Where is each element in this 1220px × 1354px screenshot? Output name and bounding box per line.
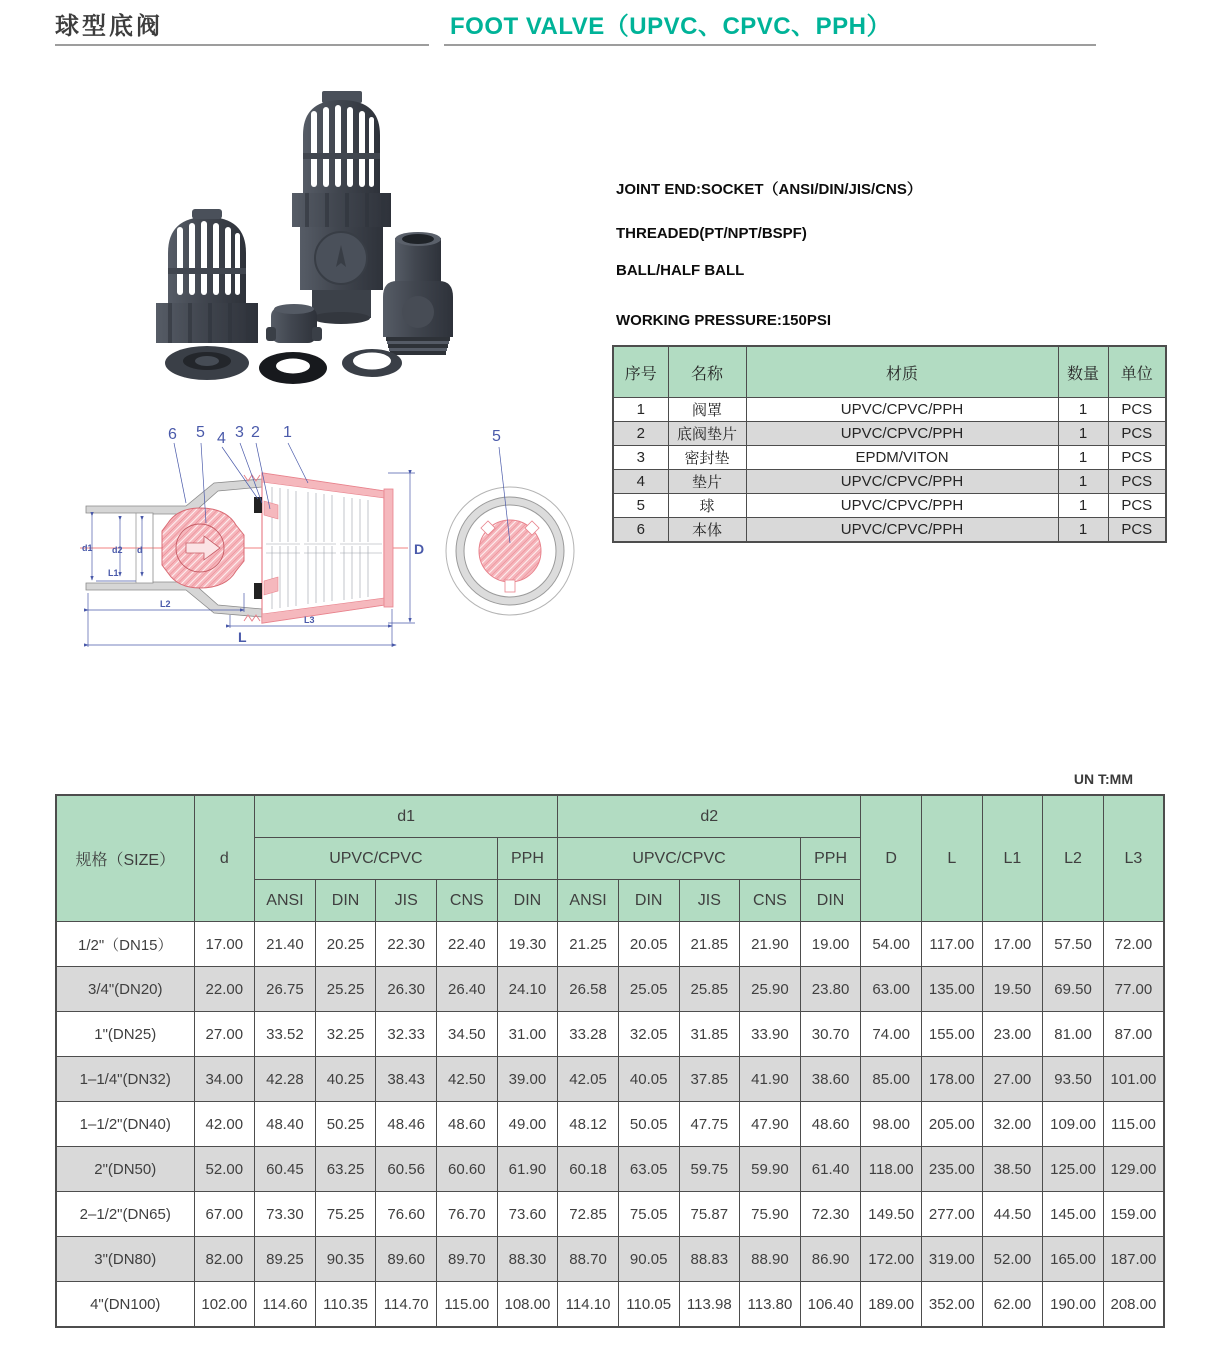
table-cell: 73.30 (255, 1192, 316, 1237)
table-cell: 113.80 (740, 1282, 801, 1328)
table-cell: 48.60 (800, 1102, 861, 1147)
table-cell: 87.00 (1103, 1012, 1164, 1057)
dim-label-L2: L2 (160, 599, 171, 609)
table-cell: 1–1/4"(DN32) (56, 1057, 194, 1102)
table-cell: 3 (613, 446, 668, 470)
table-cell: 89.60 (376, 1237, 437, 1282)
table-cell: 50.05 (618, 1102, 679, 1147)
table-cell: 190.00 (1043, 1282, 1104, 1328)
table-cell: 38.60 (800, 1057, 861, 1102)
table-cell: 20.05 (618, 922, 679, 967)
spec-threaded: THREADED(PT/NPT/BSPF) (616, 225, 807, 242)
table-cell: 90.05 (618, 1237, 679, 1282)
table-cell: 52.00 (194, 1147, 255, 1192)
table-cell: 88.70 (558, 1237, 619, 1282)
table-cell: 垫片 (668, 470, 746, 494)
table-cell: 30.70 (800, 1012, 861, 1057)
table-cell: 48.40 (255, 1102, 316, 1147)
table-row (613, 518, 1166, 543)
table-cell: 61.90 (497, 1147, 558, 1192)
table-cell: 4"(DN100) (56, 1282, 194, 1328)
col-header-d2-din: DIN (618, 880, 679, 922)
col-header-d2-jis: JIS (679, 880, 740, 922)
spec-joint-end: JOINT END:SOCKET（ANSI/DIN/JIS/CNS） (616, 181, 922, 198)
table-cell: 26.30 (376, 967, 437, 1012)
col-header-d2-pph-din: DIN (800, 880, 861, 922)
table-cell: 88.90 (740, 1237, 801, 1282)
col-header-d1-cns: CNS (437, 880, 498, 922)
table-cell: 19.30 (497, 922, 558, 967)
table-cell: 113.98 (679, 1282, 740, 1328)
table-row (56, 1192, 1164, 1237)
table-row (56, 967, 1164, 1012)
col-header-L: L (922, 795, 983, 922)
valve-cap (266, 304, 322, 343)
table-cell: 48.12 (558, 1102, 619, 1147)
table-cell: 52.00 (982, 1237, 1043, 1282)
table-cell: 27.00 (194, 1012, 255, 1057)
table-cell: 114.70 (376, 1282, 437, 1328)
gasket-black (259, 352, 327, 384)
table-cell: 22.40 (437, 922, 498, 967)
table-cell: 1 (1058, 494, 1108, 518)
table-cell: 1 (1058, 470, 1108, 494)
table-cell: PCS (1108, 446, 1166, 470)
table-cell: 25.05 (618, 967, 679, 1012)
table-cell: PCS (1108, 422, 1166, 446)
table-cell: 25.90 (740, 967, 801, 1012)
table-cell: 135.00 (922, 967, 983, 1012)
table-row (56, 922, 1164, 967)
spec-working-pressure: WORKING PRESSURE:150PSI (616, 312, 832, 329)
table-cell: PCS (1108, 494, 1166, 518)
table-cell: 21.40 (255, 922, 316, 967)
table-cell: 19.00 (800, 922, 861, 967)
table-cell: 74.00 (861, 1012, 922, 1057)
table-cell: 2–1/2"(DN65) (56, 1192, 194, 1237)
table-cell: 59.75 (679, 1147, 740, 1192)
table-cell: 1 (1058, 446, 1108, 470)
table-cell: 277.00 (922, 1192, 983, 1237)
table-cell: 98.00 (861, 1102, 922, 1147)
table-cell: 60.18 (558, 1147, 619, 1192)
dim-label-d2: d2 (112, 545, 123, 555)
header-divider-right (444, 44, 1096, 46)
table-cell: 22.30 (376, 922, 437, 967)
table-cell: 88.30 (497, 1237, 558, 1282)
col-header-d1-din: DIN (315, 880, 376, 922)
table-cell: 75.25 (315, 1192, 376, 1237)
col-header-name: 名称 (668, 346, 746, 398)
table-cell: 75.87 (679, 1192, 740, 1237)
col-header-d1-ansi: ANSI (255, 880, 316, 922)
table-cell: 76.60 (376, 1192, 437, 1237)
table-cell: 25.25 (315, 967, 376, 1012)
col-header-d1-upvc-cpvc: UPVC/CPVC (255, 838, 498, 880)
table-cell: 75.05 (618, 1192, 679, 1237)
callout-6: 6 (168, 426, 177, 443)
table-cell: 90.35 (315, 1237, 376, 1282)
table-cell: 129.00 (1103, 1147, 1164, 1192)
table-row (613, 422, 1166, 446)
table-cell: 34.50 (437, 1012, 498, 1057)
table-cell: PCS (1108, 470, 1166, 494)
col-header-size: 规格（SIZE） (56, 795, 194, 922)
col-header-d: d (194, 795, 255, 922)
callout-1: 1 (283, 424, 292, 441)
table-cell: 189.00 (861, 1282, 922, 1328)
table-cell: 本体 (668, 518, 746, 543)
col-header-L1: L1 (982, 795, 1043, 922)
table-cell: 60.56 (376, 1147, 437, 1192)
table-cell: 72.85 (558, 1192, 619, 1237)
table-cell: PCS (1108, 518, 1166, 543)
strainer-cone-section (262, 473, 393, 623)
col-header-material: 材质 (746, 346, 1058, 398)
threaded-adapter (383, 232, 453, 355)
table-cell: 145.00 (1043, 1192, 1104, 1237)
table-cell: 102.00 (194, 1282, 255, 1328)
table-cell: 178.00 (922, 1057, 983, 1102)
table-cell: 117.00 (922, 922, 983, 967)
parts-table (612, 345, 1167, 543)
large-foot-valve (292, 91, 391, 324)
table-cell: 23.80 (800, 967, 861, 1012)
page-title-chinese: 球型底阀 (55, 13, 163, 40)
table-cell: UPVC/CPVC/PPH (746, 470, 1058, 494)
table-cell: 73.60 (497, 1192, 558, 1237)
table-row (56, 1012, 1164, 1057)
table-cell: 17.00 (194, 922, 255, 967)
table-cell: 72.00 (1103, 922, 1164, 967)
dim-label-L1: L1 (108, 568, 119, 578)
table-cell: 21.85 (679, 922, 740, 967)
table-cell: 149.50 (861, 1192, 922, 1237)
callout-4: 4 (217, 430, 226, 447)
parts-table-header-row (613, 346, 1166, 398)
table-cell: 93.50 (1043, 1057, 1104, 1102)
table-cell: 19.50 (982, 967, 1043, 1012)
header-divider-left (55, 44, 429, 46)
dim-label-d: d (137, 545, 143, 555)
unit-note: UN T:MM (1073, 771, 1133, 787)
table-cell: 82.00 (194, 1237, 255, 1282)
table-cell: 42.50 (437, 1057, 498, 1102)
table-cell: 38.43 (376, 1057, 437, 1102)
table-cell: 33.28 (558, 1012, 619, 1057)
table-row (56, 1237, 1164, 1282)
table-row (56, 1102, 1164, 1147)
table-cell: 40.05 (618, 1057, 679, 1102)
table-cell: 208.00 (1103, 1282, 1164, 1328)
small-foot-valve (156, 209, 258, 380)
dim-label-L: L (238, 629, 247, 645)
table-row (613, 470, 1166, 494)
table-cell: 31.85 (679, 1012, 740, 1057)
table-cell: 26.58 (558, 967, 619, 1012)
dim-label-D: D (414, 541, 425, 557)
table-cell: 187.00 (1103, 1237, 1164, 1282)
col-header-unit: 单位 (1108, 346, 1166, 398)
table-cell: 69.50 (1043, 967, 1104, 1012)
table-cell: 40.25 (315, 1057, 376, 1102)
table-cell: 115.00 (1103, 1102, 1164, 1147)
table-cell: 81.00 (1043, 1012, 1104, 1057)
table-cell: 44.50 (982, 1192, 1043, 1237)
table-cell: 76.70 (437, 1192, 498, 1237)
table-cell: 109.00 (1043, 1102, 1104, 1147)
table-cell: 89.70 (437, 1237, 498, 1282)
table-cell: 32.33 (376, 1012, 437, 1057)
table-cell: 63.25 (315, 1147, 376, 1192)
table-cell: EPDM/VITON (746, 446, 1058, 470)
dim-label-d1: d1 (82, 543, 93, 553)
table-cell: 42.28 (255, 1057, 316, 1102)
table-cell: 27.00 (982, 1057, 1043, 1102)
table-cell: 26.75 (255, 967, 316, 1012)
table-cell: 32.05 (618, 1012, 679, 1057)
table-cell: 22.00 (194, 967, 255, 1012)
table-cell: 319.00 (922, 1237, 983, 1282)
callout-2: 2 (251, 424, 260, 441)
table-cell: 63.05 (618, 1147, 679, 1192)
callout-3: 3 (235, 424, 244, 441)
table-cell: 33.52 (255, 1012, 316, 1057)
table-cell: 1 (1058, 422, 1108, 446)
table-cell: 114.60 (255, 1282, 316, 1328)
table-cell: 21.25 (558, 922, 619, 967)
table-cell: 205.00 (922, 1102, 983, 1147)
table-cell: 2 (613, 422, 668, 446)
table-cell: 1–1/2"(DN40) (56, 1102, 194, 1147)
col-header-qty: 数量 (1058, 346, 1108, 398)
table-cell: 4 (613, 470, 668, 494)
table-row (56, 1147, 1164, 1192)
dim-label-L3: L3 (304, 615, 315, 625)
end-view (446, 428, 574, 615)
table-cell: 39.00 (497, 1057, 558, 1102)
table-cell: 110.05 (618, 1282, 679, 1328)
col-header-d2: d2 (558, 795, 861, 838)
table-cell: 165.00 (1043, 1237, 1104, 1282)
table-cell: 5 (613, 494, 668, 518)
gasket-ring (342, 349, 402, 377)
table-cell: 34.00 (194, 1057, 255, 1102)
table-cell: 86.90 (800, 1237, 861, 1282)
table-row (613, 398, 1166, 422)
dimensions-table (55, 794, 1165, 1328)
table-cell: 110.35 (315, 1282, 376, 1328)
table-cell: 32.25 (315, 1012, 376, 1057)
table-cell: 59.90 (740, 1147, 801, 1192)
table-cell: PCS (1108, 398, 1166, 422)
table-cell: 1"(DN25) (56, 1012, 194, 1057)
table-cell: 48.46 (376, 1102, 437, 1147)
col-header-L3: L3 (1103, 795, 1164, 922)
table-cell: UPVC/CPVC/PPH (746, 422, 1058, 446)
table-cell: 1 (613, 398, 668, 422)
table-cell: 77.00 (1103, 967, 1164, 1012)
table-row (613, 494, 1166, 518)
table-cell: 114.10 (558, 1282, 619, 1328)
table-cell: UPVC/CPVC/PPH (746, 494, 1058, 518)
technical-drawing (58, 423, 603, 658)
table-cell: 72.30 (800, 1192, 861, 1237)
table-cell: 25.85 (679, 967, 740, 1012)
table-cell: 352.00 (922, 1282, 983, 1328)
table-cell: 1/2"（DN15） (56, 922, 194, 967)
col-header-d1-pph: PPH (497, 838, 558, 880)
table-cell: 118.00 (861, 1147, 922, 1192)
table-cell: 48.60 (437, 1102, 498, 1147)
table-cell: 159.00 (1103, 1192, 1164, 1237)
col-header-d2-cns: CNS (740, 880, 801, 922)
table-cell: 37.85 (679, 1057, 740, 1102)
table-cell: 38.50 (982, 1147, 1043, 1192)
table-cell: 63.00 (861, 967, 922, 1012)
table-cell: 23.00 (982, 1012, 1043, 1057)
table-row (56, 1282, 1164, 1328)
col-header-D: D (861, 795, 922, 922)
table-cell: UPVC/CPVC/PPH (746, 398, 1058, 422)
table-cell: 155.00 (922, 1012, 983, 1057)
table-cell: 61.40 (800, 1147, 861, 1192)
table-cell: 21.90 (740, 922, 801, 967)
table-cell: 2"(DN50) (56, 1147, 194, 1192)
table-cell: 底阀垫片 (668, 422, 746, 446)
table-cell: 235.00 (922, 1147, 983, 1192)
table-cell: 57.50 (1043, 922, 1104, 967)
table-cell: 41.90 (740, 1057, 801, 1102)
table-cell: 31.00 (497, 1012, 558, 1057)
table-cell: 密封垫 (668, 446, 746, 470)
table-cell: 32.00 (982, 1102, 1043, 1147)
page-title-english: FOOT VALVE（UPVC、CPVC、PPH） (450, 13, 891, 40)
table-cell: 42.00 (194, 1102, 255, 1147)
table-cell: 3"(DN80) (56, 1237, 194, 1282)
table-cell: 20.25 (315, 922, 376, 967)
dim-header-row-1 (56, 795, 1164, 838)
spec-ball: BALL/HALF BALL (616, 262, 745, 279)
table-cell: 75.90 (740, 1192, 801, 1237)
table-cell: 33.90 (740, 1012, 801, 1057)
table-cell: 球 (668, 494, 746, 518)
callout-5: 5 (196, 424, 205, 441)
col-header-d1-pph-din: DIN (497, 880, 558, 922)
col-header-d1: d1 (255, 795, 558, 838)
ball-section (162, 508, 244, 588)
col-header-d2-ansi: ANSI (558, 880, 619, 922)
table-cell: 60.45 (255, 1147, 316, 1192)
callout-numbers (168, 424, 292, 447)
table-cell: 54.00 (861, 922, 922, 967)
callout-side-5: 5 (492, 428, 501, 445)
table-cell: 47.90 (740, 1102, 801, 1147)
table-cell: UPVC/CPVC/PPH (746, 518, 1058, 543)
table-cell: 26.40 (437, 967, 498, 1012)
table-cell: 85.00 (861, 1057, 922, 1102)
table-cell: 42.05 (558, 1057, 619, 1102)
table-cell: 50.25 (315, 1102, 376, 1147)
table-cell: 88.83 (679, 1237, 740, 1282)
table-cell: 60.60 (437, 1147, 498, 1192)
col-header-L2: L2 (1043, 795, 1104, 922)
table-cell: 6 (613, 518, 668, 543)
spec-list (616, 170, 1136, 340)
table-cell: 17.00 (982, 922, 1043, 967)
product-photo (100, 75, 620, 420)
table-cell: 1 (1058, 398, 1108, 422)
table-cell: 172.00 (861, 1237, 922, 1282)
table-row (56, 1057, 1164, 1102)
table-cell: 47.75 (679, 1102, 740, 1147)
table-cell: 89.25 (255, 1237, 316, 1282)
table-cell: 49.00 (497, 1102, 558, 1147)
table-cell: 108.00 (497, 1282, 558, 1328)
col-header-no: 序号 (613, 346, 668, 398)
table-cell: 3/4"(DN20) (56, 967, 194, 1012)
col-header-d2-upvc-cpvc: UPVC/CPVC (558, 838, 801, 880)
table-cell: 62.00 (982, 1282, 1043, 1328)
table-cell: 125.00 (1043, 1147, 1104, 1192)
col-header-d1-jis: JIS (376, 880, 437, 922)
table-cell: 115.00 (437, 1282, 498, 1328)
table-cell: 67.00 (194, 1192, 255, 1237)
table-cell: 1 (1058, 518, 1108, 543)
table-cell: 106.40 (800, 1282, 861, 1328)
table-cell: 24.10 (497, 967, 558, 1012)
table-cell: 阀罩 (668, 398, 746, 422)
col-header-d2-pph: PPH (800, 838, 861, 880)
table-cell: 101.00 (1103, 1057, 1164, 1102)
table-row (613, 446, 1166, 470)
